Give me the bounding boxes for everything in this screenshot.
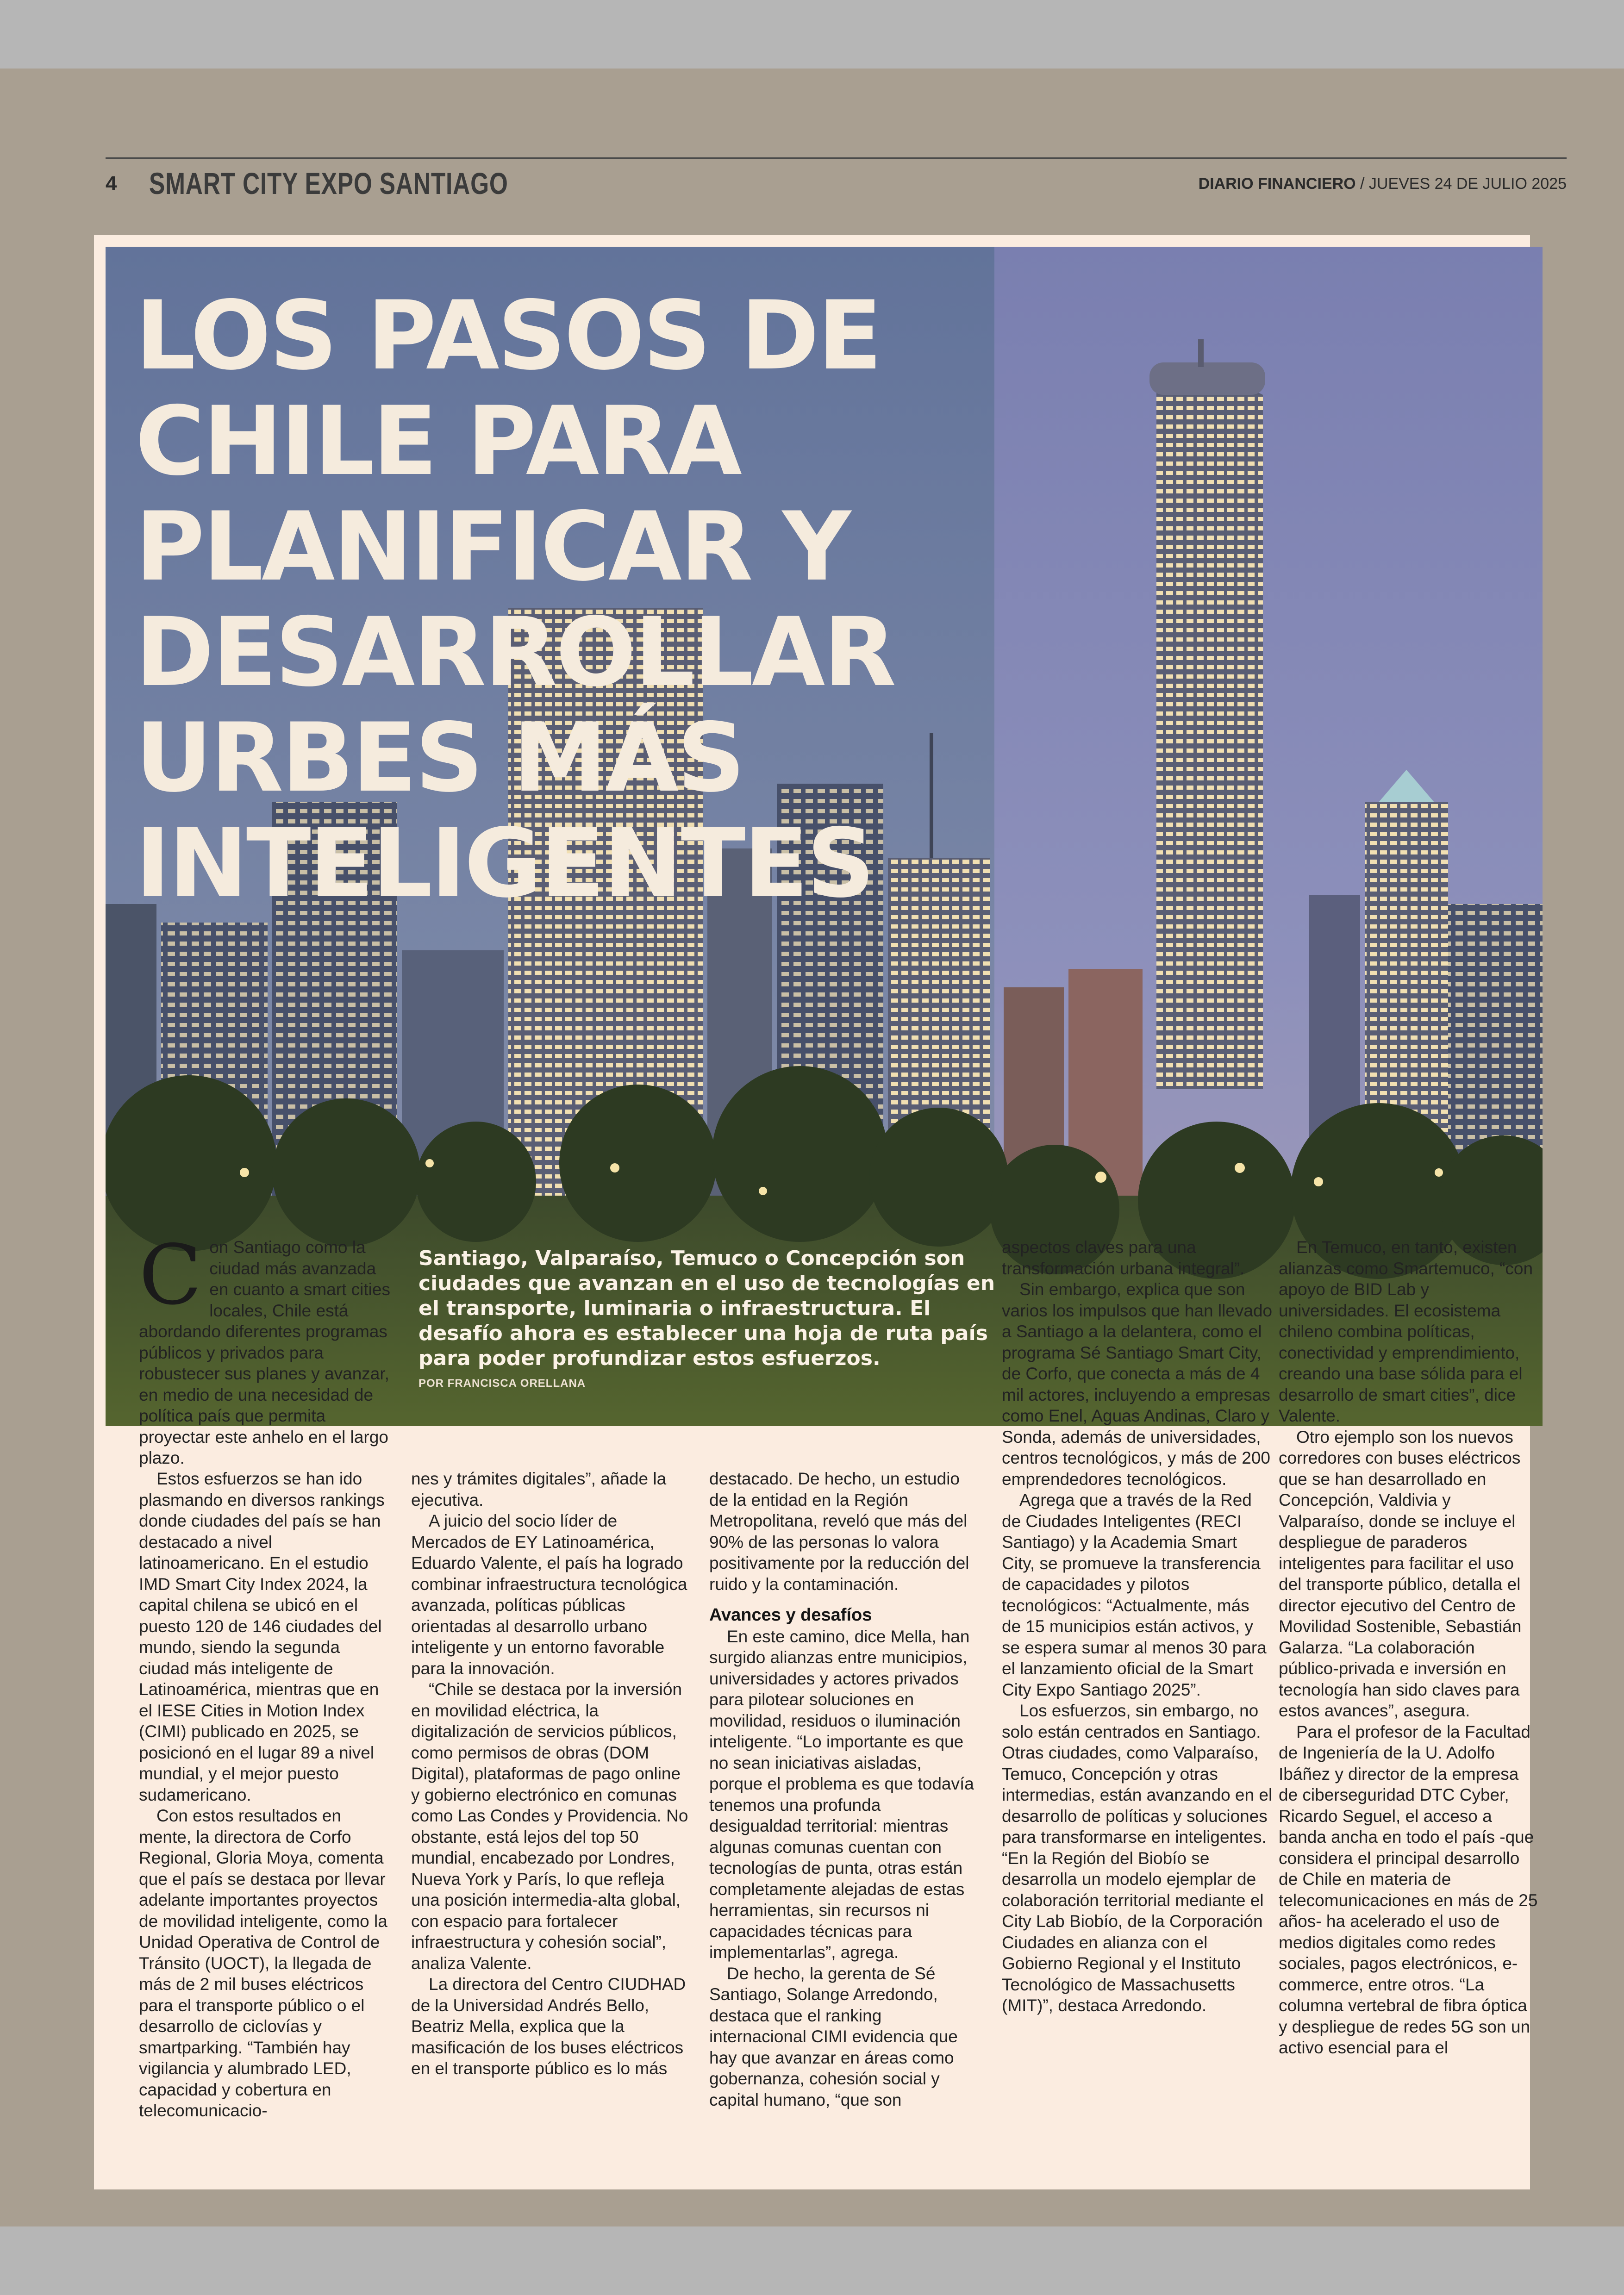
column-3 — [709, 1468, 978, 2110]
paragraph: En Temuco, en tanto, existen alianzas como Smartemuco, “con apoyo de BID Lab y universidades. El ecosistema chileno combina políticas, conectividad y emprendimiento, creando una base sólida para el desarrollo de smart cities”, dice Valente. — [1279, 1238, 1533, 1425]
drop-cap: C — [139, 1227, 202, 1323]
subheading: Avances y desafíos — [709, 1605, 872, 1625]
paragraph: Sin embargo, explica que son varios los impulsos que han llevado a Santiago a la delantera, como el programa Sé Santiago Smart City, de Corfo, que conecta a más de 4 mil actores, incluyendo a empresas como Enel, Aguas Andinas, Claro y Sonda, además de universidades, centros tecnológicos, y más de 200 emprendedores tecnológicos. — [1002, 1280, 1273, 1489]
paragraph: Los esfuerzos, sin embargo, no solo están centrados en Santiago. Otras ciudades, como Valparaíso, Temuco, Concepción y otras intermedias, están avanzando en el desarrollo de políticas y soluciones para transformarse en inteligentes. “En la Región del Biobío se desarrolla un modelo ejemplar de colaboración territorial mediante el City Lab Biobío, de la Corporación Ciudades en alianza con el Gobierno Regional y el Instituto Tecnológico de Massachusetts (MIT)”, destaca Arredondo. — [1002, 1701, 1273, 2015]
paragraph: Para el profesor de la Facultad de Ingeniería de la U. Adolfo Ibáñez y director de la empresa de ciberseguridad DTC Cyber, Ricardo Seguel, el acceso a banda ancha en todo el país -que considera el principal desarrollo de Chile en materia de telecomunicaciones en más de 25 años- ha acelerado el uso de medios digitales como redes sociales, pagos electrónicos, e-commerce, entre otros. “La columna vertebral de fibra óptica y despliegue de redes 5G son un activo esencial para el — [1279, 1722, 1538, 2057]
intro-paragraph: on Santiago como la ciudad más avanzada en cuanto a smart cities locales, Chile está abordando diferentes programas públicos y privados para robustecer sus planes y avanzar, en medio de una necesidad de política país que permita proyectar este anhelo en el largo plazo. — [139, 1238, 390, 1467]
paragraph: La directora del Centro CIUDHAD de la Universidad Andrés Bello, Beatriz Mella, explica que la masificación de los buses eléctricos en el transporte público es lo más — [411, 1975, 686, 2078]
column-5 — [1279, 1237, 1538, 2058]
issue-date: / JUEVES 24 DE JULIO 2025 — [1355, 175, 1567, 193]
paragraph: Estos esfuerzos se han ido plasmando en diversos rankings donde ciudades del país se han destacado a nivel latinoamericano. En el estudio IMD Smart City Index 2024, la capital chilena se ubicó en el puesto 120 de 146 ciudades del mundo, siendo la segunda ciudad más inteligente de Latinoamérica, mientras que en el IESE Cities in Motion Index (CIMI) publicado en 2025, se posicionó en el lugar 89 a nivel mundial, y el mejor puesto sudamericano. — [139, 1469, 385, 1804]
paragraph: aspectos claves para una transformación urbana integral”. — [1002, 1238, 1245, 1278]
paragraph: De hecho, la gerenta de Sé Santiago, Solange Arredondo, destaca que el ranking internacional CIMI evidencia que hay que avanzar en áreas como gobernanza, cohesión social y capital humano, “que son — [709, 1964, 958, 2109]
paragraph: Con estos resultados en mente, la directora de Corfo Regional, Gloria Moya, comenta que el país se destaca por llevar adelante importantes proyectos de movilidad inteligente, como la Unidad Operativa de Control de Tránsito (UOCT), la llegada de más de 2 mil buses eléctricos para el transporte público o el desarrollo de ciclovías y smartparking. “También hay vigilancia y alumbrado LED, capacidad y cobertura en telecomunicacio- — [139, 1806, 387, 2120]
paragraph: En este camino, dice Mella, han surgido alianzas entre municipios, universidades y actores privados para pilotear soluciones en movilidad, residuos o iluminación inteligente. “Lo importante es que no sean iniciativas aisladas, porque el problema es que todavía tenemos una profunda desigualdad territorial: mientras algunas comunas cuentan con tecnologías de punta, otras están completamente alejadas de estas herramientas, sin recursos ni capacidades técnicas para implementarlas”, agrega. — [709, 1627, 974, 1962]
section-title: SMART CITY EXPO SANTIAGO — [149, 166, 508, 200]
page-number: 4 — [106, 172, 117, 195]
paragraph: Agrega que a través de la Red de Ciudades Inteligentes (RECI Santiago) y la Academia Smart City, se promueve la transferencia de capacidades y pilotos tecnológicos: “Actualmente, más de 15 municipios están activos, y se espera sumar al menos 30 para el lanzamiento oficial de la Smart City Expo Santiago 2025”. — [1002, 1491, 1267, 1699]
paragraph: “Chile se destaca por la inversión en movilidad eléctrica, la digitalización de servicios públicos, como permisos de obras (DOM Digital), plataformas de pago online y gobierno electrónico en comunas como Las Condes y Providencia. No obstante, está lejos del top 50 mundial, encabezado por Londres, Nueva York y París, lo que refleja una posición intermedia-alta global, con espacio para fortalecer infraestructura y cohesión social”, analiza Valente. — [411, 1680, 688, 1973]
paragraph: destacado. De hecho, un estudio de la entidad en la Región Metropolitana, reveló que más del 90% de las personas lo valora positivamente por la reducción del ruido y la contaminación. — [709, 1469, 969, 1594]
article-headline: LOS PASOS DE CHILE PARA PLANIFICAR Y DESARROLLAR URBES MÁS INTELIGENTES — [135, 281, 895, 919]
column-4 — [1002, 1237, 1273, 2016]
column-1-intro — [139, 1227, 398, 1469]
paragraph: A juicio del socio líder de Mercados de EY Latinoamérica, Eduardo Valente, el país ha logrado combinar infraestructura tecnológica avanzada, políticas públicas orientadas al desarrollo urbano inteligente y un entorno favorable para la innovación. — [411, 1511, 687, 1678]
publication-name: DIARIO FINANCIERO — [1198, 175, 1356, 193]
column-2 — [411, 1468, 689, 2079]
publication-dateline — [1199, 175, 1567, 193]
paragraph: nes y trámites digitales”, añade la ejecutiva. — [411, 1469, 667, 1509]
article-deck: Santiago, Valparaíso, Temuco o Concepción son ciudades que avanzan en el uso de tecnologías en el transporte, luminaria o infraestructura. El desafío ahora es establecer una hoja de ruta país para poder profundizar estos esfuerzos. — [418, 1247, 995, 1370]
article-byline: POR FRANCISCA ORELLANA — [418, 1377, 586, 1390]
header-rule — [106, 157, 1567, 159]
column-1 — [139, 1468, 389, 2121]
paragraph: Otro ejemplo son los nuevos corredores con buses eléctricos que se han desarrollado en Concepción, Valdivia y Valparaíso, donde se incluye el despliegue de paraderos inteligentes para facilitar el uso del transporte público, detalla el director ejecutivo del Centro de Movilidad Sostenible, Sebastián Galarza. “La colaboración público-privada e inversión en tecnología han sido claves para estos avances”, asegura. — [1279, 1427, 1522, 1720]
